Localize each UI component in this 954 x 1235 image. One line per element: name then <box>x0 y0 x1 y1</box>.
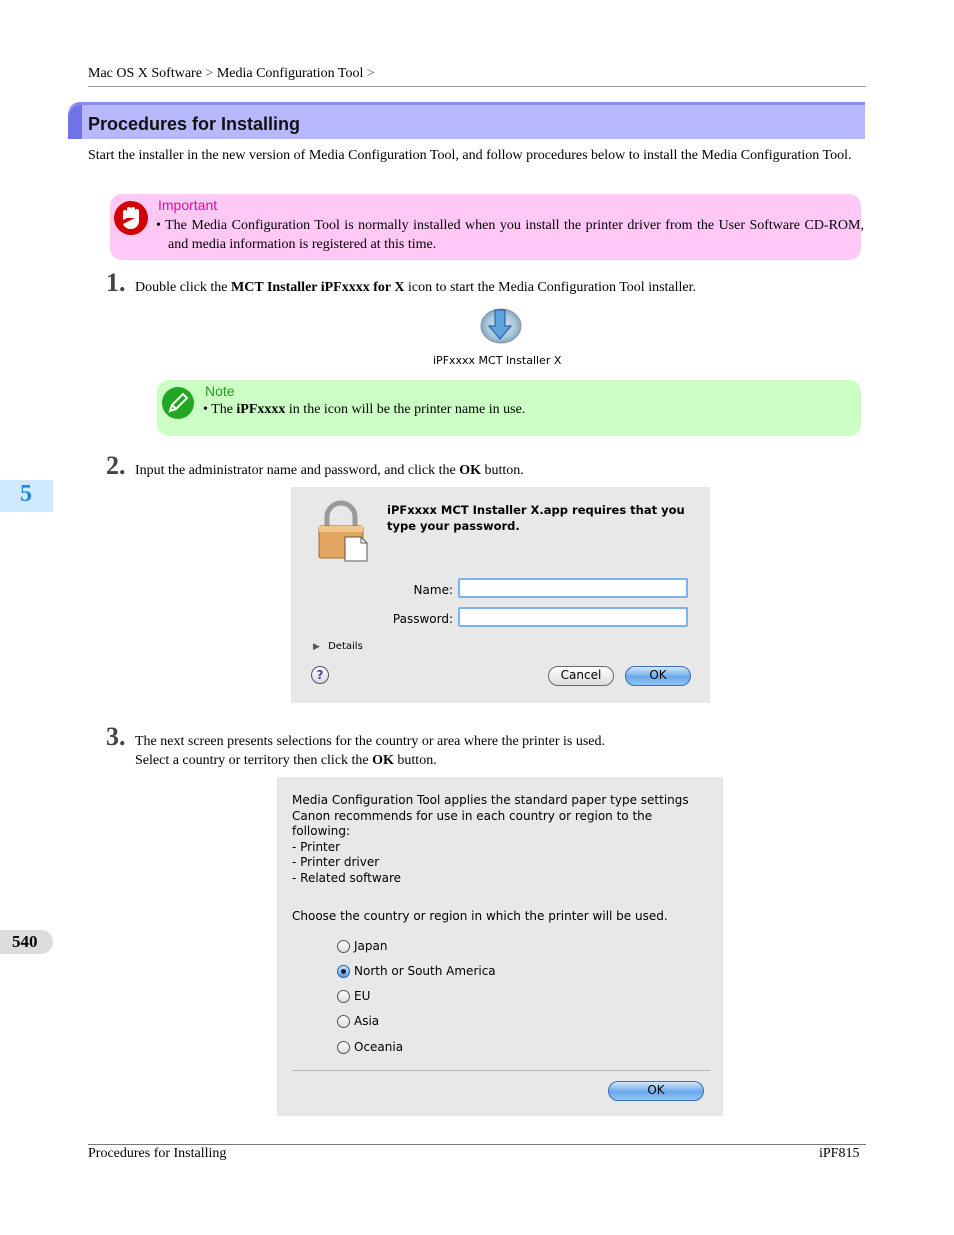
step-2-post: button. <box>481 463 524 478</box>
radio-label: Oceania <box>354 1040 404 1054</box>
radio-button-icon <box>337 940 350 953</box>
cancel-button[interactable]: Cancel <box>548 666 614 686</box>
radio-button-icon <box>337 990 350 1003</box>
help-button[interactable]: ? <box>311 666 329 684</box>
breadcrumb-item[interactable]: Mac OS X Software <box>88 66 202 81</box>
important-label: Important <box>158 197 218 213</box>
footer-section-title: Procedures for Installing <box>88 1146 227 1161</box>
ok-button[interactable]: OK <box>625 666 691 686</box>
details-label: Details <box>328 641 363 652</box>
note-post: in the icon will be the printer name in use. <box>285 402 526 417</box>
step-3-line2 <box>135 751 605 770</box>
step-3-text <box>135 732 605 770</box>
step-number: 3. <box>106 722 126 751</box>
footer-model-name: iPF815 <box>819 1146 860 1161</box>
region-prompt: Choose the country or region in which the printer will be used. <box>292 909 668 923</box>
important-callout <box>110 194 864 260</box>
radio-north-south-america[interactable] <box>337 964 496 978</box>
step-3-bold: OK <box>372 753 394 768</box>
dialog-divider <box>292 1070 710 1071</box>
breadcrumb-separator: > <box>205 66 214 81</box>
section-title: Procedures for Installing <box>88 114 301 134</box>
section-header <box>68 102 865 139</box>
region-ok-button[interactable]: OK <box>608 1081 704 1101</box>
padlock-icon <box>315 499 371 563</box>
note-pre: The <box>211 402 237 417</box>
radio-eu[interactable] <box>337 989 370 1003</box>
chapter-number: 5 <box>20 481 32 507</box>
step-number: 2. <box>106 451 126 480</box>
step-2-pre: Input the administrator name and password, and click the <box>135 463 460 478</box>
important-bullet-text: The Media Configuration Tool is normally installed when you install the printer driver from the User Software CD-ROM, and media information is registered at this time. <box>165 218 864 252</box>
region-description: Media Configuration Tool applies the standard paper type settings Canon recommends for use in each country or region to the following: - Printer - Printer driver - Related software <box>292 793 689 885</box>
region-dialog <box>277 777 723 1116</box>
footer-divider <box>88 1144 866 1145</box>
header-divider <box>88 86 866 87</box>
step-1-pre: Double click the <box>135 280 232 295</box>
page-number: 540 <box>12 932 38 951</box>
password-input[interactable] <box>458 607 688 627</box>
name-label: Name: <box>413 583 453 597</box>
step-number: 1. <box>106 268 126 297</box>
password-label: Password: <box>392 612 453 626</box>
step-1-text <box>135 278 696 297</box>
breadcrumb-item[interactable]: Media Configuration Tool <box>216 66 364 81</box>
step-2-bold: OK <box>459 463 482 478</box>
breadcrumb-separator: > <box>366 66 375 81</box>
radio-label: Japan <box>354 939 388 953</box>
step-2-text <box>135 461 524 480</box>
step-3-line1: The next screen presents selections for the country or area where the printer is used. <box>135 734 605 749</box>
intro-paragraph: Start the installer in the new version of Media Configuration Tool, and follow procedures below to install the Media Configuration Tool. <box>88 148 852 163</box>
breadcrumb <box>88 66 375 82</box>
section-header-accent <box>68 105 82 139</box>
radio-asia[interactable] <box>337 1014 379 1028</box>
important-hand-icon <box>113 200 149 236</box>
installer-disc-icon[interactable] <box>475 304 523 352</box>
step-1-bold: MCT Installer iPFxxxx for X <box>231 280 405 295</box>
radio-japan[interactable] <box>337 939 387 953</box>
disclosure-triangle-icon: ▶ <box>313 642 320 652</box>
radio-label: North or South America <box>354 964 496 978</box>
note-text: • The iPFxxxx in the icon will be the printer name in use. <box>203 402 526 417</box>
page-number-tab <box>0 930 53 954</box>
note-label: Note <box>205 383 235 399</box>
chapter-tab[interactable] <box>0 480 53 512</box>
step-3-post: button. <box>393 753 437 768</box>
password-dialog <box>291 487 710 703</box>
radio-button-icon <box>337 1015 350 1028</box>
radio-oceania[interactable] <box>337 1040 403 1054</box>
radio-button-icon <box>337 1041 350 1054</box>
step-3-pre: Select a country or territory then click the <box>135 753 373 768</box>
details-disclosure[interactable] <box>313 641 363 652</box>
radio-label: Asia <box>354 1014 380 1028</box>
step-1-post: icon to start the Media Configuration Tool installer. <box>404 280 697 295</box>
name-input[interactable] <box>458 578 688 598</box>
installer-icon-label: iPFxxxx MCT Installer X <box>433 354 562 367</box>
note-bold: iPFxxxx <box>236 402 286 417</box>
note-callout <box>157 380 861 436</box>
important-text: • The Media Configuration Tool is normally installed when you install the printer driver from the User Software CD-ROM, and media information is registered at this time. <box>156 218 864 252</box>
radio-button-selected-icon <box>337 965 350 978</box>
note-pencil-icon <box>161 386 195 420</box>
password-dialog-heading: iPFxxxx MCT Installer X.app requires that you type your password. <box>387 503 685 533</box>
radio-label: EU <box>354 989 371 1003</box>
